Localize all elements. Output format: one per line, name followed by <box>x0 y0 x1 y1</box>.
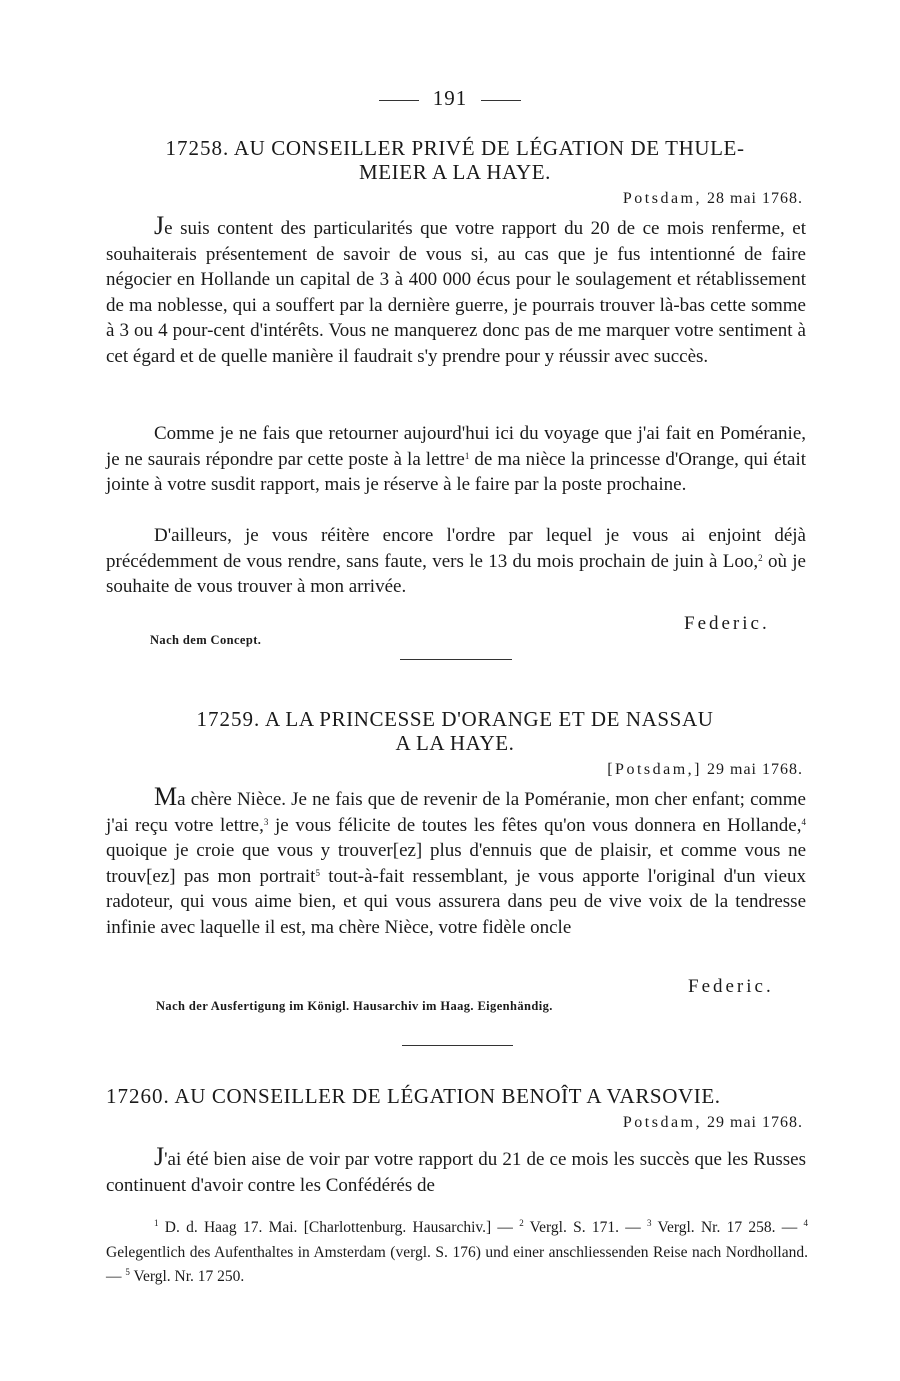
letter-17259-heading-line2: A LA HAYE. <box>395 731 515 755</box>
footnote-ref-1[interactable]: 1 <box>464 450 470 461</box>
footnote-ref-2[interactable]: 2 <box>758 552 763 563</box>
footnotes <box>106 1216 808 1290</box>
letter-17258-recipient: AU CONSEILLER PRIVÉ DE LÉGATION DE THULE- <box>233 136 745 160</box>
letter-17259-heading-line1 <box>110 707 800 731</box>
letter-17259-signature: Federic. <box>688 976 774 997</box>
letter-17258-date: 28 mai 1768. <box>707 190 803 207</box>
footnote-1-text: D. d. Haag 17. Mai. [Charlottenburg. Hausarchiv.] — <box>158 1219 520 1236</box>
page-number-dash-left <box>379 100 419 101</box>
letter-17259-text-b: je vous félicite de toutes les fêtes qu'on vous donnera en Hollande, <box>268 814 802 836</box>
page-number-text: 191 <box>432 86 468 110</box>
letter-17259-initial: M <box>154 782 178 811</box>
footnote-ref-3[interactable]: 3 <box>263 816 269 827</box>
letter-17260-recipient: AU CONSEILLER DE LÉGATION BENOÎT A VARSOVIE. <box>174 1084 721 1108</box>
letter-17259-heading <box>110 707 800 755</box>
letter-17258-paragraph-3-text-a: D'ailleurs, je vous réitère encore l'ordre par lequel je vous ai enjoint déjà précédemment de vous rendre, sans faute, vers le 13 du mois prochain de juin à Loo, <box>106 525 806 572</box>
letter-17258-dateline <box>623 190 803 208</box>
footnotes-text <box>106 1216 808 1290</box>
letter-17258-paragraph-3-text-b: où je souhaite de vous trouver à mon arrivée. <box>106 550 806 598</box>
letter-17258-source: Nach dem Concept. <box>150 633 262 647</box>
footnote-ref-4[interactable]: 4 <box>801 816 806 827</box>
letter-17260-dateline <box>623 1114 803 1132</box>
letter-17258-paragraph-2-text-a: Comme je ne fais que retourner aujourd'hui ici du voyage que j'ai fait en Poméranie, je ne saurais répondre par cette poste à la lettre <box>106 423 806 470</box>
page-number <box>0 86 900 111</box>
letter-17259-recipient: A LA PRINCESSE D'ORANGE ET DE NASSAU <box>264 707 714 731</box>
letter-17259-text-c: quoique je croie que vous y trouver[ez] plus d'ennuis que de plaisir, et comme vous ne trouv[ez] pas mon portrait <box>106 840 806 887</box>
separator-rule <box>402 1045 513 1046</box>
footnote-ref-5[interactable]: 5 <box>315 867 320 878</box>
letter-17260-paragraph <box>106 1144 806 1198</box>
letter-17259-source: Nach der Ausfertigung im Königl. Hausarchiv im Haag. Eigenhändig. <box>156 999 553 1013</box>
letter-17259-number: 17259. <box>196 707 261 731</box>
letter-17258-heading-line1 <box>110 136 800 160</box>
footnote-3-text: Vergl. Nr. 17 258. — <box>651 1219 804 1236</box>
letter-17258-heading-line2: MEIER A LA HAYE. <box>358 160 551 184</box>
letter-17259-date: 29 mai 1768. <box>707 761 803 778</box>
letter-17258-signature: Federic. <box>684 613 770 634</box>
letter-17260-text: 'ai été bien aise de voir par votre rapport du 21 de ce mois les succès que les Russes continuent d'avoir contre les Confédérés de <box>106 1149 806 1196</box>
letter-17258-heading <box>110 136 800 184</box>
letter-17259-dateline <box>607 761 803 779</box>
letter-17259-text-a: a chère Nièce. Je ne fais que de revenir de la Poméranie, mon cher enfant; comme j'ai reçu votre lettre, <box>106 789 806 836</box>
letter-17260-heading <box>106 1084 808 1108</box>
footnote-4-marker: 4 <box>803 1218 808 1228</box>
letter-17258-initial: J <box>154 211 165 240</box>
letter-17259-paragraph <box>106 784 806 941</box>
footnote-4-text: Gelegentlich des Aufenthaltes in Amsterdam (vergl. S. 176) und einer anschliessenden Reise nach Nordholland. — <box>106 1243 808 1285</box>
letter-17258-paragraph-2 <box>106 421 806 498</box>
letter-17258-paragraph-1 <box>106 213 806 370</box>
letter-17258-place: Potsdam, <box>622 190 702 207</box>
footnote-2-marker: 2 <box>519 1218 524 1228</box>
letter-17258-paragraph-2-text-b: de ma nièce la princesse d'Orange, qui était jointe à votre susdit rapport, mais je réserve à le faire par la poste prochaine. <box>106 448 806 496</box>
page-number-dash-right <box>481 100 521 101</box>
footnote-1-marker: 1 <box>154 1218 159 1228</box>
letter-17258-paragraph-1-text: e suis content des particularités que votre rapport du 20 de ce mois renferme, et souhaiterais présentement de savoir de vous si, au cas que je fus intentionné de faire négocier en Hollande un capital de 3 à 400 000 écus pour le soulagement et rétablissement de ma noblesse, qui a souffert par la dernière guerre, je pourrais trouver là-bas cette somme à 3 ou 4 pour-cent d'intérêts. Vous ne manquerez donc pas de me marquer votre sentiment à cet égard et de quelle manière il faudrait s'y prendre pour y réussir avec succès. <box>106 218 806 367</box>
separator-rule <box>400 659 512 660</box>
letter-17259-text-d: tout-à-fait ressemblant, je vous apporte l'original d'un vieux radoteur, qui vous aime bien, et qui vous assurera dans peu de vive voix de la tendresse infinie avec laquelle il est, ma chère Nièce, votre fidèle oncle <box>106 865 806 938</box>
letter-17258-paragraph-3 <box>106 523 806 600</box>
letter-17260-date: 29 mai 1768. <box>707 1114 803 1131</box>
footnote-3-marker: 3 <box>647 1218 652 1228</box>
letter-17258-number: 17258. <box>165 136 230 160</box>
footnote-5-marker: 5 <box>125 1267 130 1277</box>
letter-17260-number: 17260. <box>106 1084 170 1108</box>
letter-17260-place: Potsdam, <box>622 1114 702 1131</box>
footnote-5-text: Vergl. Nr. 17 250. <box>129 1268 245 1285</box>
letter-17260-heading-line1 <box>106 1084 808 1108</box>
letter-17260-initial: J <box>154 1142 165 1171</box>
footnote-2-text: Vergl. S. 171. — <box>523 1219 648 1236</box>
letter-17259-place: [Potsdam,] <box>607 761 702 778</box>
